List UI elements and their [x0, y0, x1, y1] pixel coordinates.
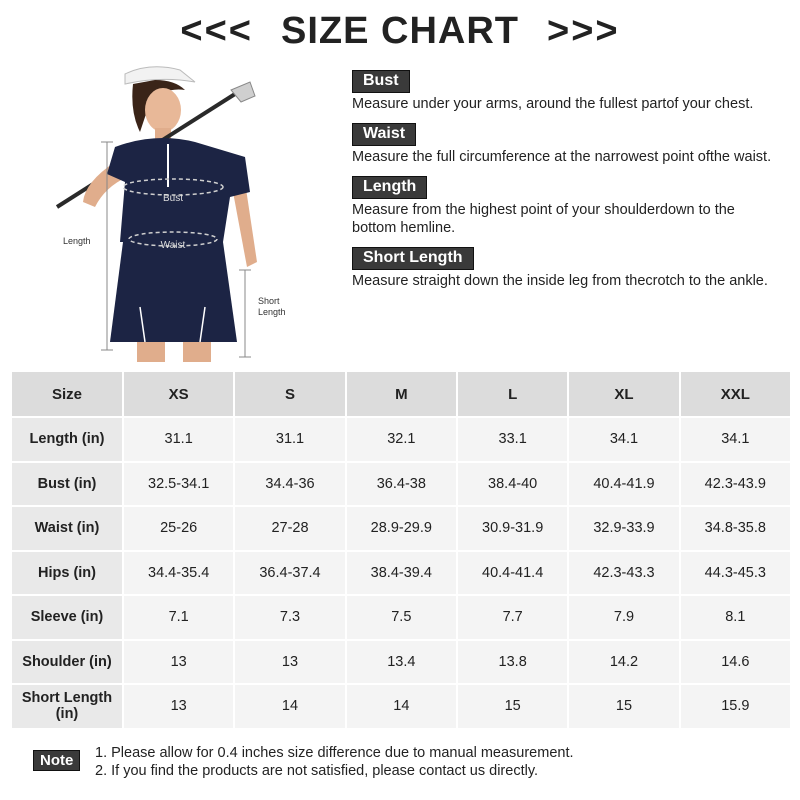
- left-arrows: <<<: [180, 10, 253, 52]
- left-leg: [137, 342, 165, 362]
- table-cell: 34.8-35.8: [681, 507, 790, 550]
- definition-waist: [352, 123, 782, 166]
- row-label: Hips (in): [12, 552, 122, 595]
- table-row: [12, 641, 790, 684]
- title-text: SIZE CHART: [281, 10, 519, 52]
- note-tag: Note: [33, 750, 80, 771]
- table-row: [12, 507, 790, 550]
- table-cell: 27-28: [235, 507, 344, 550]
- definition-length: [352, 176, 782, 237]
- definition-short-length: [352, 247, 782, 290]
- table-cell: 13: [124, 641, 233, 684]
- table-cell: 14: [347, 685, 456, 728]
- table-cell: 15: [569, 685, 678, 728]
- short-length-label-1: Short: [258, 296, 280, 306]
- table-cell: 31.1: [235, 418, 344, 461]
- definition-text: Measure under your arms, around the fullest partof your chest.: [352, 96, 754, 112]
- table-cell: 32.1: [347, 418, 456, 461]
- table-corner-cell: Size: [12, 372, 122, 416]
- definition-title: Length: [352, 176, 427, 199]
- table-header-row: [12, 372, 790, 416]
- bust-label: Bust: [162, 193, 184, 204]
- note-line: 2. If you find the products are not satisfied, please contact us directly.: [95, 763, 539, 779]
- table-cell: 31.1: [124, 418, 233, 461]
- length-label: Length: [63, 236, 91, 246]
- dress-skirt: [110, 242, 237, 342]
- table-cell: 8.1: [681, 596, 790, 639]
- table-cell: 34.4-36: [235, 463, 344, 506]
- table-cell: 7.1: [124, 596, 233, 639]
- note-line: 1. Please allow for 0.4 inches size difference due to manual measurement.: [95, 745, 574, 761]
- dress-top: [107, 138, 250, 242]
- short-length-label-2: Length: [258, 307, 286, 317]
- table-cell: 38.4-40: [458, 463, 567, 506]
- definition-title: Bust: [352, 70, 410, 93]
- table-cell: 34.1: [681, 418, 790, 461]
- table-cell: 40.4-41.9: [569, 463, 678, 506]
- definition-title: Waist: [352, 123, 416, 146]
- table-row: [12, 685, 790, 728]
- definition-text: Measure straight down the inside leg from thecrotch to the ankle.: [352, 273, 768, 289]
- table-cell: 28.9-29.9: [347, 507, 456, 550]
- table-row: [12, 418, 790, 461]
- table-cell: 32.5-34.1: [124, 463, 233, 506]
- table-cell: 40.4-41.4: [458, 552, 567, 595]
- table-cell: 14.2: [569, 641, 678, 684]
- table-cell: 33.1: [458, 418, 567, 461]
- table-cell: 36.4-37.4: [235, 552, 344, 595]
- page-title: [0, 6, 800, 56]
- size-table: [10, 370, 792, 730]
- table-cell: 36.4-38: [347, 463, 456, 506]
- row-label: Short Length (in): [12, 685, 122, 728]
- row-label: Sleeve (in): [12, 596, 122, 639]
- table-cell: 42.3-43.9: [681, 463, 790, 506]
- table-cell: 14: [235, 685, 344, 728]
- golf-club-head: [231, 82, 255, 102]
- table-cell: 13: [235, 641, 344, 684]
- table-cell: 30.9-31.9: [458, 507, 567, 550]
- size-header-cell: XS: [124, 372, 233, 416]
- table-row: [12, 463, 790, 506]
- table-cell: 44.3-45.3: [681, 552, 790, 595]
- definition-title: Short Length: [352, 247, 474, 270]
- table-cell: 38.4-39.4: [347, 552, 456, 595]
- table-cell: 34.1: [569, 418, 678, 461]
- table-cell: 7.7: [458, 596, 567, 639]
- right-leg: [183, 342, 211, 362]
- table-cell: 7.5: [347, 596, 456, 639]
- table-cell: 7.9: [569, 596, 678, 639]
- definition-text: Measure the full circumference at the narrowest point ofthe waist.: [352, 149, 772, 165]
- table-cell: 13: [124, 685, 233, 728]
- table-cell: 25-26: [124, 507, 233, 550]
- size-header-cell: M: [347, 372, 456, 416]
- note-lines: [95, 744, 574, 780]
- right-arrows: >>>: [547, 10, 620, 52]
- table-cell: 42.3-43.3: [569, 552, 678, 595]
- waist-label: Waist: [160, 240, 186, 251]
- face-shape: [145, 88, 181, 132]
- size-header-cell: XXL: [681, 372, 790, 416]
- table-cell: 7.3: [235, 596, 344, 639]
- definition-bust: [352, 70, 782, 113]
- measurement-definitions: [352, 70, 782, 300]
- size-header-cell: XL: [569, 372, 678, 416]
- table-cell: 14.6: [681, 641, 790, 684]
- table-row: [12, 552, 790, 595]
- definition-text: Measure from the highest point of your shoulderdown to the bottom hemline.: [352, 202, 735, 236]
- model-figure-illustration: [45, 62, 305, 362]
- row-label: Bust (in): [12, 463, 122, 506]
- row-label: Waist (in): [12, 507, 122, 550]
- table-cell: 13.4: [347, 641, 456, 684]
- row-label: Length (in): [12, 418, 122, 461]
- table-cell: 13.8: [458, 641, 567, 684]
- table-cell: 15: [458, 685, 567, 728]
- size-header-cell: L: [458, 372, 567, 416]
- table-cell: 34.4-35.4: [124, 552, 233, 595]
- table-row: [12, 596, 790, 639]
- size-header-cell: S: [235, 372, 344, 416]
- row-label: Shoulder (in): [12, 641, 122, 684]
- table-cell: 32.9-33.9: [569, 507, 678, 550]
- table-cell: 15.9: [681, 685, 790, 728]
